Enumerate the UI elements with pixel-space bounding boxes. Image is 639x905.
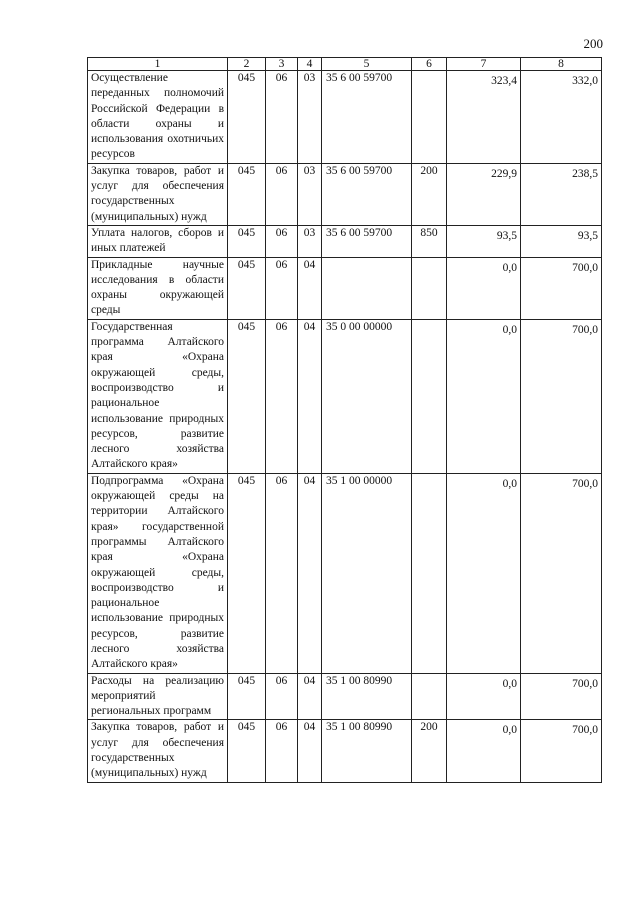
cell-col-2: 045 (228, 673, 266, 720)
cell-col-7: 323,4 (447, 71, 521, 164)
cell-col-8: 700,0 (521, 673, 602, 720)
cell-col-4: 03 (298, 163, 322, 225)
cell-col-5: 35 6 00 59700 (322, 71, 412, 164)
cell-col-4: 04 (298, 673, 322, 720)
cell-col-7: 0,0 (447, 720, 521, 782)
cell-col-5: 35 6 00 59700 (322, 163, 412, 225)
cell-col-4: 03 (298, 71, 322, 164)
cell-col-3: 06 (266, 673, 298, 720)
table-row (88, 473, 602, 673)
table-row (88, 225, 602, 257)
cell-col-6 (412, 257, 447, 319)
header-row (88, 58, 602, 71)
cell-col-8: 93,5 (521, 225, 602, 257)
cell-col-3: 06 (266, 225, 298, 257)
cell-col-3: 06 (266, 71, 298, 164)
cell-col-8: 700,0 (521, 720, 602, 782)
header-col-6: 6 (412, 58, 447, 71)
table-row (88, 319, 602, 473)
cell-col-6 (412, 319, 447, 473)
header-col-4: 4 (298, 58, 322, 71)
cell-name: Уплата налогов, сборов и иных платежей (88, 225, 228, 257)
header-col-5: 5 (322, 58, 412, 71)
cell-col-2: 045 (228, 163, 266, 225)
cell-col-2: 045 (228, 720, 266, 782)
cell-name: Закупка товаров, работ и услуг для обеспечения государственных (муниципальных) нужд (88, 163, 228, 225)
cell-col-6 (412, 71, 447, 164)
header-col-8: 8 (521, 58, 602, 71)
header-col-7: 7 (447, 58, 521, 71)
cell-col-4: 04 (298, 473, 322, 673)
cell-col-5: 35 0 00 00000 (322, 319, 412, 473)
cell-col-4: 03 (298, 225, 322, 257)
cell-col-2: 045 (228, 257, 266, 319)
cell-col-7: 0,0 (447, 473, 521, 673)
cell-col-7: 0,0 (447, 319, 521, 473)
cell-col-7: 93,5 (447, 225, 521, 257)
cell-col-8: 700,0 (521, 257, 602, 319)
table-row (88, 720, 602, 782)
cell-col-5 (322, 257, 412, 319)
cell-col-2: 045 (228, 225, 266, 257)
cell-col-3: 06 (266, 163, 298, 225)
cell-col-6: 200 (412, 720, 447, 782)
cell-col-8: 700,0 (521, 473, 602, 673)
table-row (88, 71, 602, 164)
table-row (88, 673, 602, 720)
cell-col-5: 35 1 00 80990 (322, 720, 412, 782)
cell-col-6 (412, 473, 447, 673)
budget-table (87, 57, 602, 783)
cell-col-4: 04 (298, 720, 322, 782)
cell-col-5: 35 1 00 00000 (322, 473, 412, 673)
cell-col-3: 06 (266, 257, 298, 319)
cell-col-8: 700,0 (521, 319, 602, 473)
cell-col-2: 045 (228, 71, 266, 164)
cell-name: Закупка товаров, работ и услуг для обеспечения государственных (муниципальных) нужд (88, 720, 228, 782)
table-row (88, 163, 602, 225)
header-col-3: 3 (266, 58, 298, 71)
cell-col-8: 238,5 (521, 163, 602, 225)
cell-col-3: 06 (266, 720, 298, 782)
cell-col-7: 229,9 (447, 163, 521, 225)
cell-name: Расходы на реализацию мероприятий региональных программ (88, 673, 228, 720)
cell-col-7: 0,0 (447, 257, 521, 319)
cell-name: Прикладные научные исследования в области охраны окружающей среды (88, 257, 228, 319)
cell-col-8: 332,0 (521, 71, 602, 164)
cell-name: Подпрограмма «Охрана окружающей среды на территории Алтайского края» государственной программы Алтайского края «Охрана окружающей среды, воспроизводство и рациональное использование природных ресурсов, развитие лесного хозяйства Алтайского края» (88, 473, 228, 673)
cell-col-4: 04 (298, 319, 322, 473)
cell-col-2: 045 (228, 319, 266, 473)
table-body (88, 71, 602, 783)
cell-col-5: 35 1 00 80990 (322, 673, 412, 720)
cell-col-2: 045 (228, 473, 266, 673)
cell-col-6: 200 (412, 163, 447, 225)
cell-name: Осуществление переданных полномочий Российской Федерации в области охраны и использования охотничьих ресурсов (88, 71, 228, 164)
header-col-1: 1 (88, 58, 228, 71)
cell-col-3: 06 (266, 473, 298, 673)
cell-col-6 (412, 673, 447, 720)
cell-col-3: 06 (266, 319, 298, 473)
cell-col-4: 04 (298, 257, 322, 319)
cell-col-5: 35 6 00 59700 (322, 225, 412, 257)
cell-name: Государственная программа Алтайского края «Охрана окружающей среды, воспроизводство и рациональное использование природных ресурсов, развитие лесного хозяйства Алтайского края» (88, 319, 228, 473)
page-number: 200 (583, 36, 603, 51)
cell-col-6: 850 (412, 225, 447, 257)
table-row (88, 257, 602, 319)
cell-col-7: 0,0 (447, 673, 521, 720)
header-col-2: 2 (228, 58, 266, 71)
